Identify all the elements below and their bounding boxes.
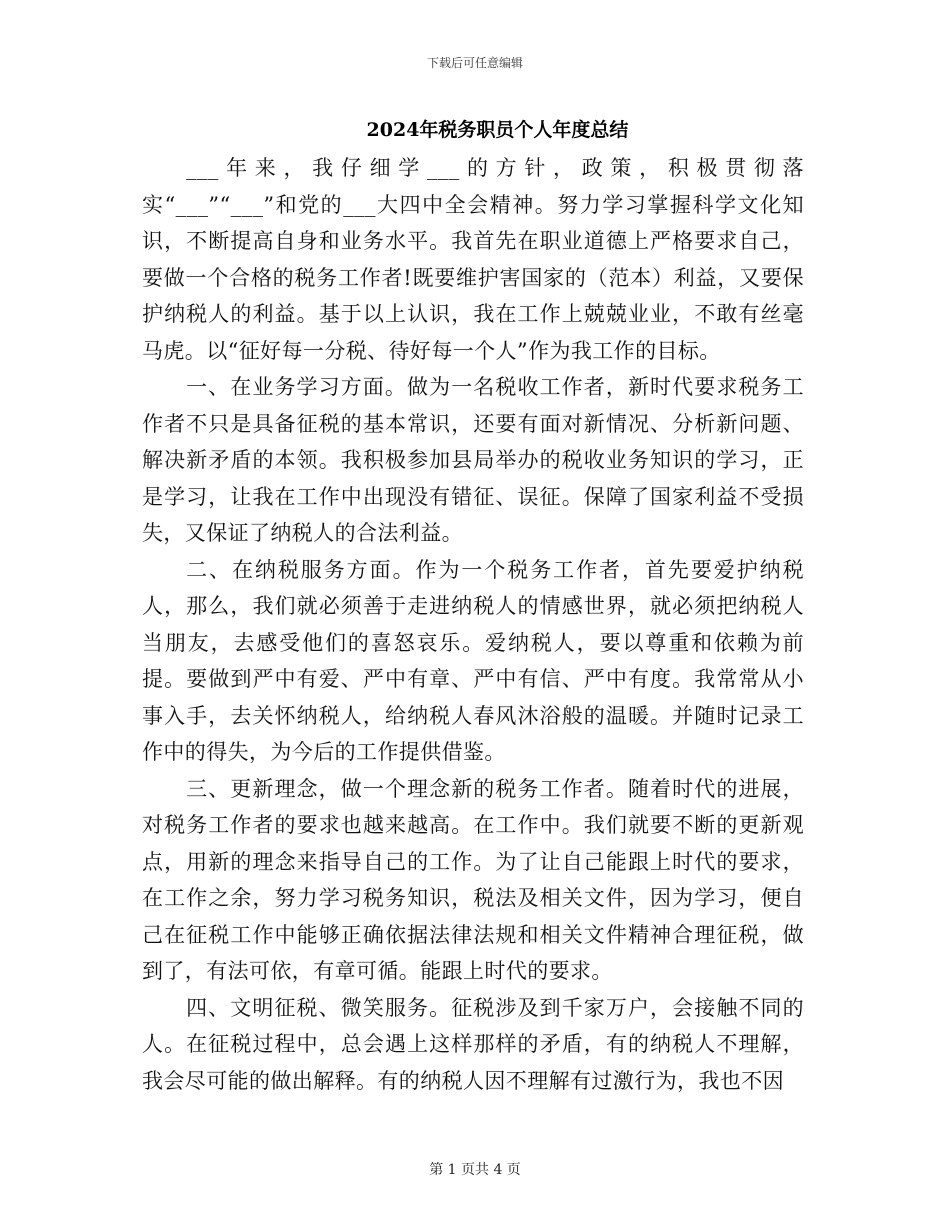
paragraph-civil-service: 四、文明征税、微笑服务。征税涉及到千家万户，会接触不同的人。在征税过程中，总会遇上这样那样的矛盾，有的纳税人不理解，我会尽可能的做出解释。有的纳税人因不理解有过激行为，我也不因 xyxy=(142,995,804,1093)
paragraph-study: 一、在业务学习方面。做为一名税收工作者，新时代要求税务工作者不只是具备征税的基本常识，还要有面对新情况、分析新问题、解决新矛盾的本领。我积极参加县局举办的税收业务知识的学习，正是学习，让我在工作中出现没有错征、误征。保障了国家利益不受损失，又保证了纳税人的合法利益。 xyxy=(142,375,804,545)
paragraph-concept: 三、更新理念，做一个理念新的税务工作者。随着时代的进展，对税务工作者的要求也越来越高。在工作中。我们就要不断的更新观点，用新的理念来指导自己的工作。为了让自己能跟上时代的要求，在工作之余，努力学习税务知识，税法及相关文件，因为学习，便自己在征税工作中能够正确依据法律法规和相关文件精神合理征税，做到了，有法可依，有章可循。能跟上时代的要求。 xyxy=(142,776,804,983)
document-body xyxy=(142,150,804,1099)
header-note: 下载后可任意编辑 xyxy=(426,56,523,70)
page-number: 第 1 页共 4 页 xyxy=(429,1162,521,1178)
paragraph-service: 二、在纳税服务方面。作为一个税务工作者，首先要爱护纳税人，那么，我们就必须善于走进纳税人的情感世界，就必须把纳税人当朋友，去感受他们的喜怒哀乐。爱纳税人，要以尊重和依赖为前提。要做到严中有爱、严中有章、严中有信、严中有度。我常常从小事入手，去关怀纳税人，给纳税人春风沐浴般的温暖。并随时记录工作中的得失，为今后的工作提供借鉴。 xyxy=(142,557,804,764)
document-title: 2024年税务职员个人年度总结 xyxy=(366,119,629,141)
paragraph-intro: ___年来，我仔细学___的方针，政策，积极贯彻落实“___”“___”和党的___大四中全会精神。努力学习掌握科学文化知识，不断提高自身和业务水平。我首先在职业道德上严格要求自己，要做一个合格的税务工作者!既要维护害国家的（范本）利益，又要保护纳税人的利益。基于以上认识，我在工作上兢兢业业，不敢有丝毫马虎。以“征好每一分税、待好每一个人”作为我工作的目标。 xyxy=(142,156,804,363)
